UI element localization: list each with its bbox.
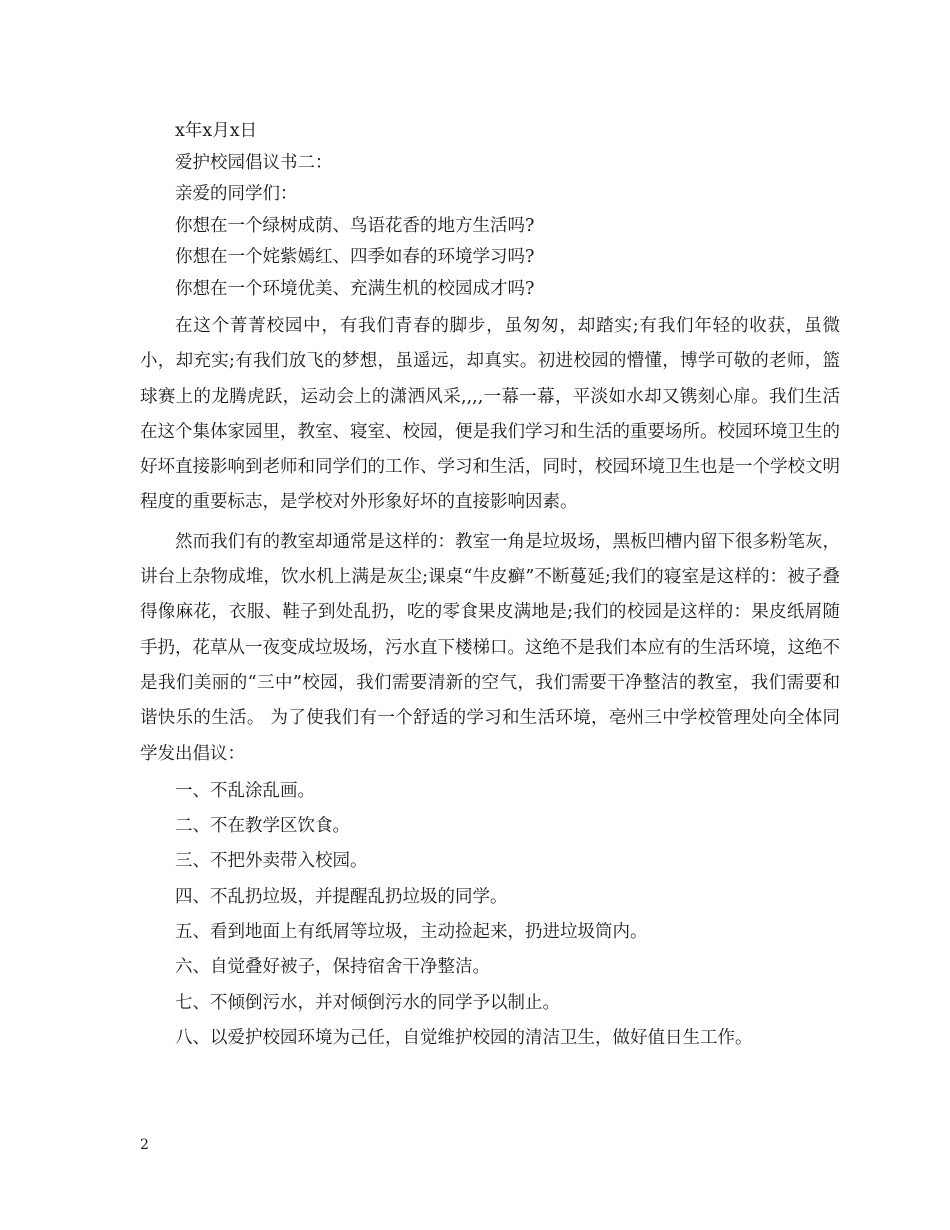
- proposal-item: 八、以爱护校园环境为己任，自觉维护校园的清洁卫生，做好值日生工作。: [175, 1027, 753, 1048]
- proposal-item: 七、不倾倒污水，并对倾倒污水的同学予以制止。: [175, 992, 560, 1013]
- proposal-item: 六、自觉叠好被子，保持宿舍干净整洁。: [175, 957, 490, 978]
- question-line: 你想在一个环境优美、充满生机的校园成才吗?: [175, 278, 535, 299]
- body-paragraph: 然而我们有的教室却通常是这样的：教室一角是垃圾场，黑板凹槽内留下很多粉笔灰，讲台上杂物成堆，饮水机上满是灰尘;课桌“牛皮癣”不断蔓延;我们的寝室是这样的：被子叠得像麻花，衣服、鞋子到处乱扔，吃的零食果皮满地是;我们的校园是这样的：果皮纸屑随手扔，花草从一夜变成垃圾场，污水直下楼梯口。这绝不是我们本应有的生活环境，这绝不是我们美丽的“三中”校园，我们需要清新的空气，我们需要干净整洁的教室，我们需要和谐快乐的生活。 为了使我们有一个舒适的学习和生活环境，亳州三中学校管理处向全体同学发出倡议：: [140, 531, 840, 764]
- proposal-item: 五、看到地面上有纸屑等垃圾，主动捡起来，扔进垃圾筒内。: [175, 922, 648, 943]
- document-title: 爱护校园倡议书二：: [175, 152, 333, 173]
- question-line: 你想在一个绿树成荫、鸟语花香的地方生活吗?: [175, 215, 535, 236]
- document-body: [140, 116, 840, 1056]
- proposal-item: 四、不乱扔垃圾，并提醒乱扔垃圾的同学。: [175, 886, 508, 907]
- proposal-item: 三、不把外卖带入校园。: [175, 851, 368, 872]
- salutation: 亲爱的同学们：: [175, 184, 298, 204]
- page-number: 2: [140, 1137, 149, 1153]
- question-line: 你想在一个姹紫嫣红、四季如春的环境学习吗?: [175, 247, 535, 267]
- date-line: x年x月x日: [175, 121, 258, 141]
- proposal-item: 二、不在教学区饮食。: [175, 816, 350, 837]
- proposal-list: [140, 774, 840, 1056]
- proposal-item: 一、不乱涂乱画。: [175, 780, 315, 801]
- body-paragraph: 在这个菁菁校园中，有我们青春的脚步，虽匆匆，却踏实;有我们年轻的收获，虽微小，却充实;有我们放飞的梦想，虽遥远，却真实。初进校园的懵懂，博学可敬的老师，篮球赛上的龙腾虎跃，运动会上的潇洒风采,,,,一幕一幕，平淡如水却又镌刻心扉。我们生活在这个集体家园里，教室、寝室、校园，便是我们学习和生活的重要场所。校园环境卫生的好坏直接影响到老师和同学们的工作、学习和生活，同时，校园环境卫生也是一个学校文明程度的重要标志，是学校对外形象好坏的直接影响因素。: [140, 316, 840, 513]
